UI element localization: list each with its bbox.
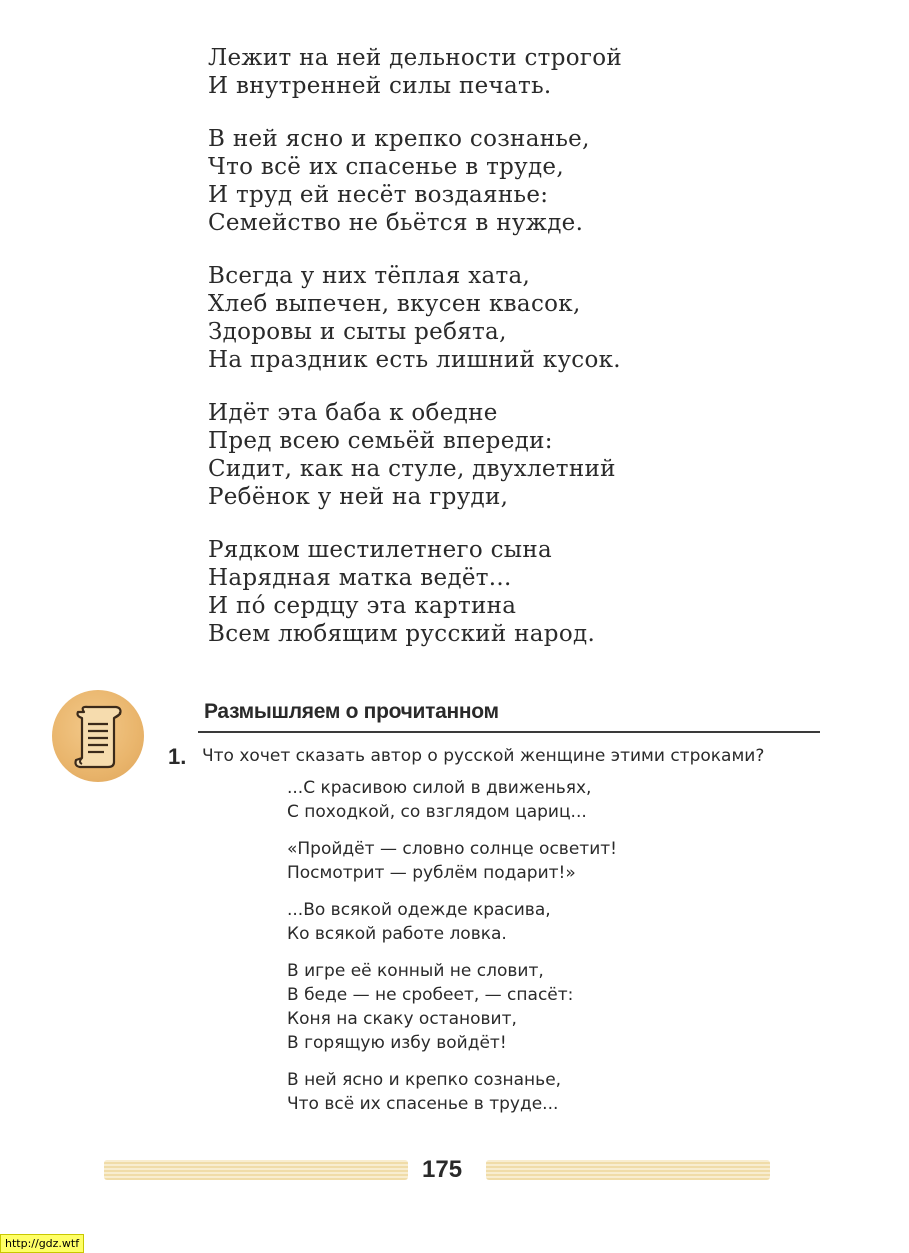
quote-stanza	[287, 959, 707, 1055]
poem-stanza	[208, 44, 728, 100]
poem-line: И пó сердцу эта картина	[208, 593, 517, 619]
watermark-link[interactable]: http://gdz.wtf	[0, 1234, 84, 1253]
quote-line: В беде — не сробеет, — спасёт:	[287, 985, 574, 1005]
quote-line: Посмотрит — рублём подарит!»	[287, 863, 576, 883]
quote-line: Ко всякой работе ловка.	[287, 924, 507, 944]
poem-line: Семейство не бьётся в нужде.	[208, 210, 584, 236]
quote-line: В ней ясно и крепко сознанье,	[287, 1070, 562, 1090]
footer-decoration-left	[104, 1160, 408, 1180]
poem-line: Всегда у них тёплая хата,	[208, 263, 531, 289]
poem-line: Рядком шестилетнего сына	[208, 537, 553, 563]
quote-line: Коня на скаку остановит,	[287, 1009, 517, 1029]
quote-line: В игре её конный не словит,	[287, 961, 544, 981]
scroll-icon-graphic	[70, 704, 126, 770]
poem-line: Ребёнок у ней на груди,	[208, 484, 509, 510]
quote-stanza	[287, 1068, 707, 1116]
poem-stanza	[208, 262, 728, 374]
quote-line: Что всё их спасенье в труде...	[287, 1094, 559, 1114]
quote-stanza	[287, 837, 707, 885]
poem-line: И труд ей несёт воздаянье:	[208, 182, 549, 208]
quote-line: В горящую избу войдёт!	[287, 1033, 507, 1053]
quote-stanza	[287, 776, 707, 824]
page-number: 175	[422, 1156, 463, 1183]
quote-line: ...С красивою силой в движеньях,	[287, 778, 592, 798]
poem-line: На праздник есть лишний кусок.	[208, 347, 621, 373]
section-title: Размышляем о прочитанном	[204, 700, 499, 723]
question-quotes	[287, 776, 707, 1129]
poem-line: В ней ясно и крепко сознанье,	[208, 126, 590, 152]
poem-line: Пред всею семьёй впереди:	[208, 428, 553, 454]
quote-line: С походкой, со взглядом цариц...	[287, 802, 587, 822]
poem-stanza	[208, 399, 728, 511]
poem-line: Нарядная матка ведёт...	[208, 565, 512, 591]
quote-stanza	[287, 898, 707, 946]
poem-line: Хлеб выпечен, вкусен квасок,	[208, 291, 581, 317]
footer-decoration-right	[486, 1160, 770, 1180]
poem-line: И внутренней силы печать.	[208, 73, 552, 99]
poem-line: Здоровы и сыты ребята,	[208, 319, 507, 345]
scroll-icon	[52, 690, 144, 782]
poem-line: Лежит на ней дельности строгой	[208, 45, 622, 71]
quote-line: «Пройдёт — словно солнце осветит!	[287, 839, 617, 859]
poem-line: Сидит, как на стуле, двухлетний	[208, 456, 616, 482]
question-text: Что хочет сказать автор о русской женщине этими строками?	[202, 746, 765, 766]
poem	[208, 44, 728, 673]
section-divider	[198, 731, 820, 733]
poem-stanza	[208, 536, 728, 648]
question-number: 1.	[168, 744, 187, 769]
quote-line: ...Во всякой одежде красива,	[287, 900, 551, 920]
poem-stanza	[208, 125, 728, 237]
poem-line: Что всё их спасенье в труде,	[208, 154, 564, 180]
poem-line: Всем любящим русский народ.	[208, 621, 596, 647]
poem-line: Идёт эта баба к обедне	[208, 400, 498, 426]
